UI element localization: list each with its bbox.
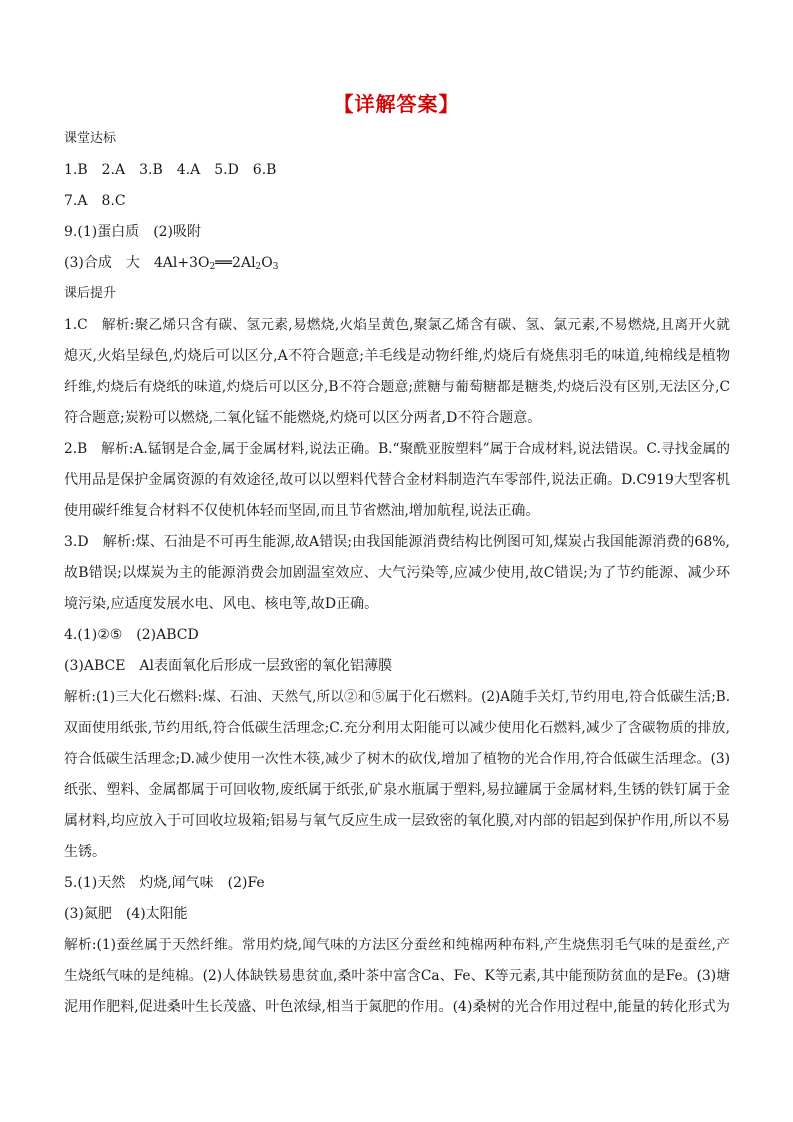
text-line: 代用品是保护金属资源的有效途径,故可以以塑料代替合金材料制造汽车零部件,说法正确。D.C919大型客机 bbox=[64, 472, 730, 488]
text-line: 境污染,应适度发展水电、风电、核电等,故D正确。 bbox=[64, 596, 379, 612]
text-line: 双面使用纸张,节约用纸,符合低碳生活理念;C.充分利用太阳能可以减少使用化石燃料,减少了含碳物质的排放, bbox=[64, 720, 730, 736]
explanation-q3 bbox=[64, 532, 730, 625]
text-line: 1.C 解析:聚乙烯只含有碳、氢元素,易燃烧,火焰呈黄色,聚氯乙烯含有碳、氢、氯元素,不易燃烧,且离开火就 bbox=[64, 317, 730, 333]
section-heading-classroom: 课堂达标 bbox=[64, 131, 117, 146]
answer-line: 5.(1)天然 灼烧,闻气味 (2)Fe bbox=[64, 875, 265, 891]
subscript: 2 bbox=[209, 262, 216, 272]
explanation-q4 bbox=[64, 687, 730, 873]
explanation-q1 bbox=[64, 315, 730, 439]
text-line: 故B错误;以煤炭为主的能源消费会加剧温室效应、大气污染等,应减少使用,故C错误;为了节约能源、减少环 bbox=[64, 565, 730, 581]
answer-line: 9.(1)蛋白质 (2)吸附 bbox=[64, 224, 202, 240]
text-line: 纸张、塑料、金属都属于可回收物,废纸属于纸张,矿泉水瓶属于塑料,易拉罐属于金属材料,生锈的铁钉属于金 bbox=[64, 782, 730, 798]
section-heading-after-class: 课后提升 bbox=[64, 286, 117, 301]
text-line: 泥用作肥料,促进桑叶生长茂盛、叶色浓绿,相当于氮肥的作用。(4)桑树的光合作用过程中,能量的转化形式为 bbox=[64, 999, 730, 1015]
text-line: 符合题意;炭粉可以燃烧,二氧化锰不能燃烧,灼烧可以区分两者,D不符合题意。 bbox=[64, 410, 542, 426]
text-line: 解析:(1)蚕丝属于天然纤维。常用灼烧,闻气味的方法区分蚕丝和纯棉两种布料,产生烧焦羽毛气味的是蚕丝,产 bbox=[64, 937, 730, 953]
equation-text: O bbox=[261, 255, 273, 271]
answer-line: 4.(1)②⑤ (2)ABCD bbox=[64, 627, 199, 643]
equation-text: ══2Al bbox=[215, 255, 256, 271]
text-line: 解析:(1)三大化石燃料:煤、石油、天然气,所以②和⑤属于化石燃料。(2)A随手关灯,节约用电,符合低碳生活;B. bbox=[64, 689, 730, 705]
page-title: 【详解答案】 bbox=[333, 92, 460, 116]
equation-text: (3)合成 大 4Al+3O bbox=[64, 255, 210, 271]
explanation-q2 bbox=[64, 439, 730, 532]
subscript: 3 bbox=[272, 262, 279, 272]
text-line: 生锈。 bbox=[64, 844, 106, 860]
explanation-q5 bbox=[64, 935, 730, 1028]
answer-line: (3)ABCE Al表面氧化后形成一层致密的氧化铝薄膜 bbox=[64, 658, 393, 674]
subscript: 2 bbox=[255, 262, 262, 272]
text-line: 生烧纸气味的是纯棉。(2)人体缺铁易患贫血,桑叶茶中富含Ca、Fe、K等元素,其中能预防贫血的是Fe。(3)塘 bbox=[64, 968, 730, 984]
text-line: 熄灭,火焰呈绿色,灼烧后可以区分,A不符合题意;羊毛线是动物纤维,灼烧后有烧焦羽毛的味道,纯棉线是植物 bbox=[64, 348, 730, 364]
answer-line: 1.B 2.A 3.B 4.A 5.D 6.B bbox=[64, 162, 277, 178]
text-line: 3.D 解析:煤、石油是不可再生能源,故A错误;由我国能源消费结构比例图可知,煤炭占我国能源消费的68%, bbox=[64, 534, 730, 550]
text-line: 符合低碳生活理念;D.减少使用一次性木筷,减少了树木的砍伐,增加了植物的光合作用,符合低碳生活理念。(3) bbox=[64, 751, 730, 767]
text-line: 纤维,灼烧后有烧纸的味道,灼烧后可以区分,B不符合题意;蔗糖与葡萄糖都是糖类,灼烧后没有区别,无法区分,C bbox=[64, 379, 730, 395]
text-line: 2.B 解析:A.锰钢是合金,属于金属材料,说法正确。B.“聚酰亚胺塑料”属于合成材料,说法错误。C.寻找金属的 bbox=[64, 441, 730, 457]
answer-line: 7.A 8.C bbox=[64, 193, 126, 209]
text-line: 属材料,均应放入于可回收垃圾箱;铝易与氧气反应生成一层致密的氧化膜,对内部的铝起到保护作用,所以不易 bbox=[64, 813, 730, 829]
text-line: 使用碳纤维复合材料不仅使机体轻而坚固,而且节省燃油,增加航程,说法正确。 bbox=[64, 503, 540, 519]
answer-line: (3)氮肥 (4)太阳能 bbox=[64, 906, 188, 922]
chemical-equation-line bbox=[64, 253, 279, 273]
